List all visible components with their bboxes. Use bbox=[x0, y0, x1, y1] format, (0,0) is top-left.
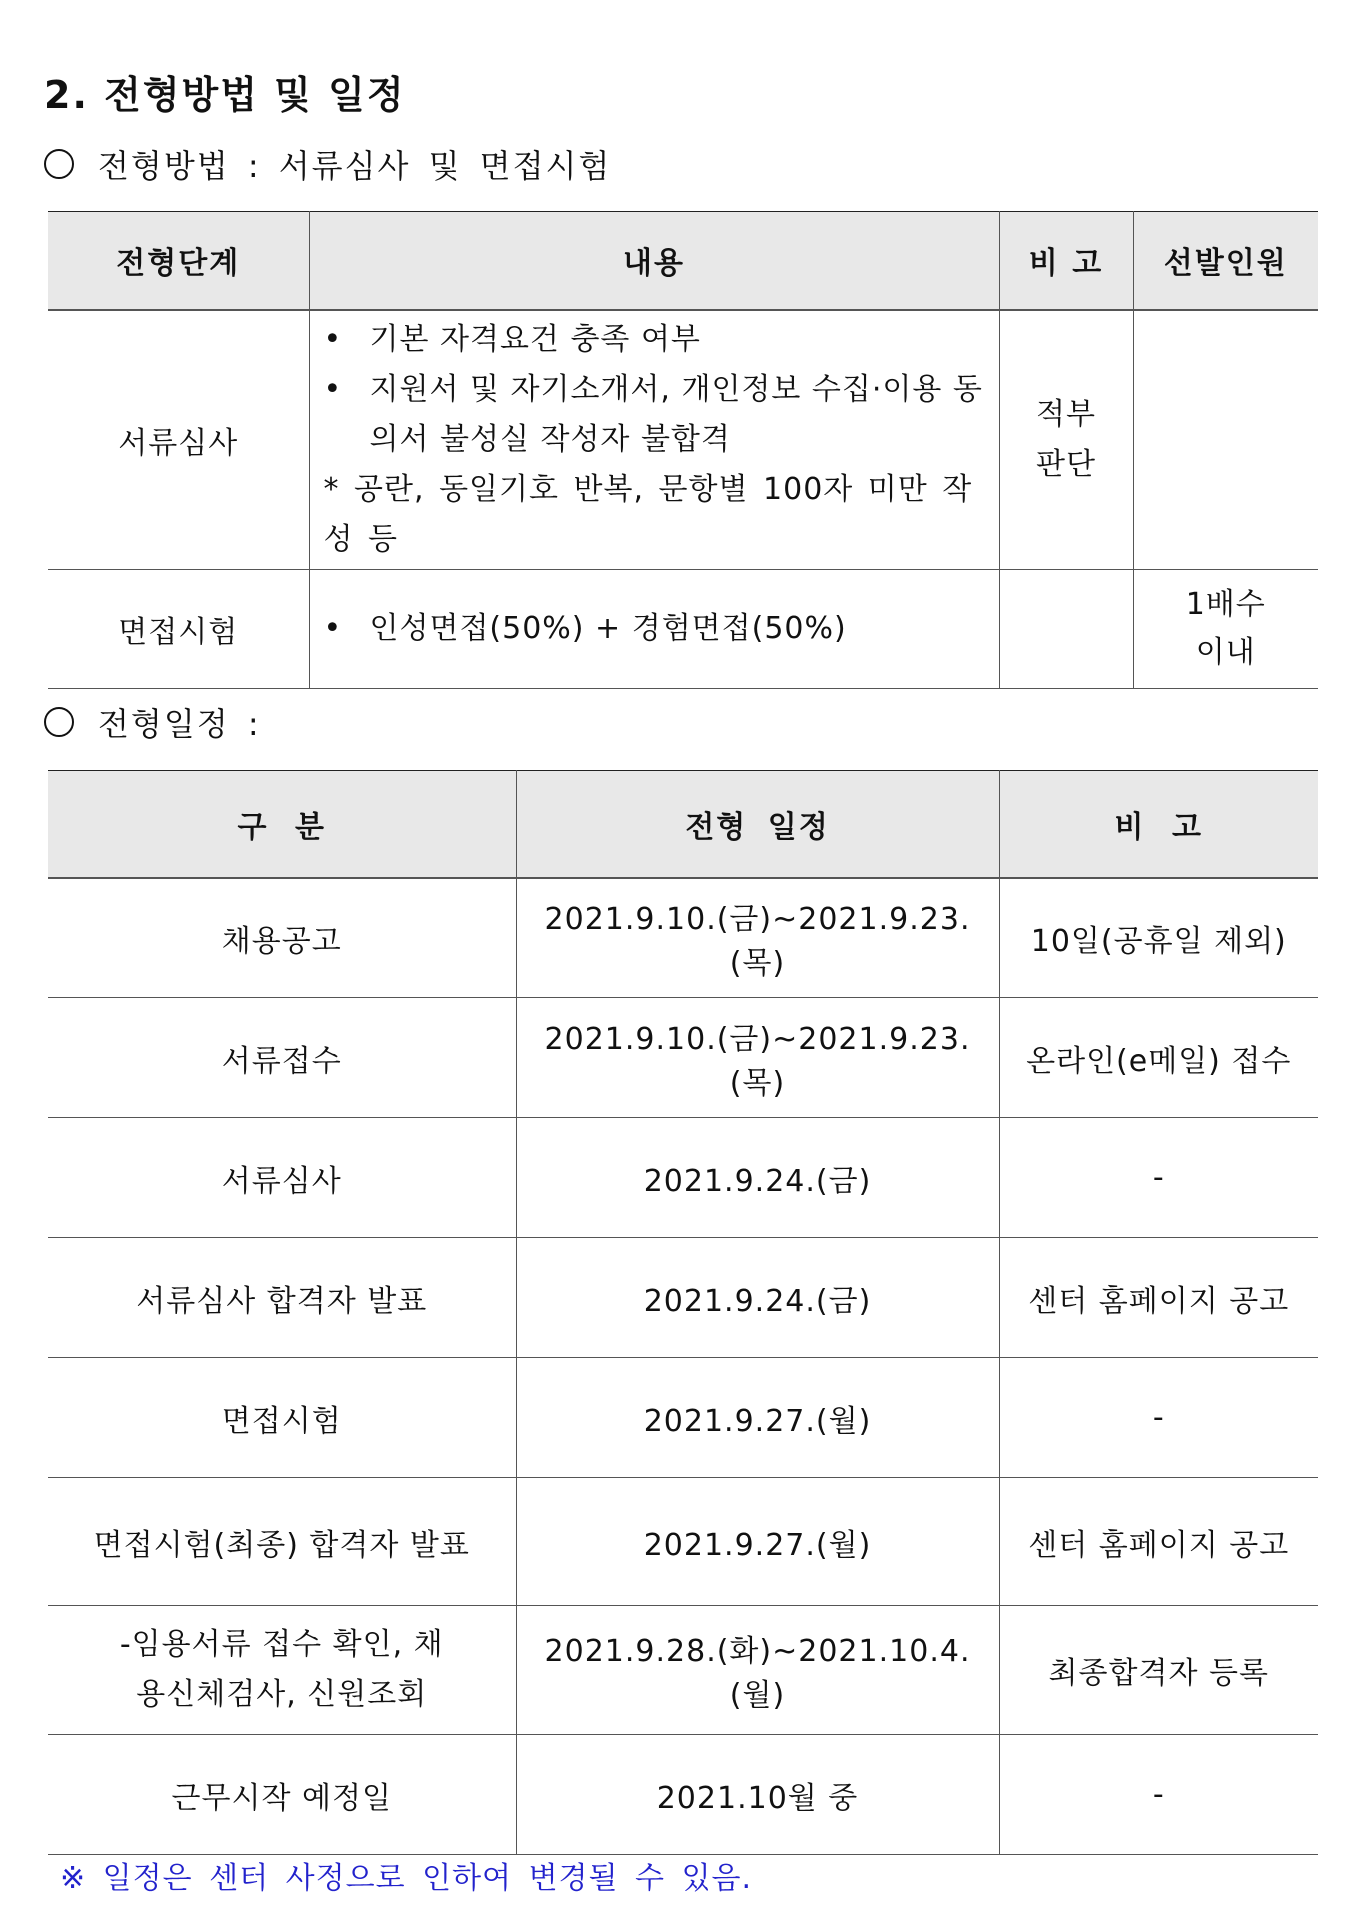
list-item bbox=[324, 315, 989, 365]
content-cell bbox=[309, 310, 999, 570]
remark-cell bbox=[999, 569, 1133, 688]
table-row bbox=[48, 1118, 1318, 1238]
header-category: 구 분 bbox=[48, 771, 516, 878]
bullet-dot-icon: • bbox=[323, 321, 343, 357]
table-row bbox=[48, 1358, 1318, 1478]
item-text: 인성면접(50%) + 경험면접(50%) bbox=[369, 610, 847, 646]
category-cell: -임용서류 접수 확인, 채용신체검사, 신원조회 bbox=[48, 1606, 516, 1735]
remark-cell: 센터 홈페이지 공고 bbox=[999, 1478, 1318, 1606]
method-table bbox=[48, 211, 1318, 689]
category-cell: 면접시험 bbox=[48, 1358, 516, 1478]
table-row bbox=[48, 878, 1318, 998]
method-heading bbox=[44, 142, 611, 186]
count-cell bbox=[1133, 310, 1318, 570]
category-cell: 채용공고 bbox=[48, 878, 516, 998]
schedule-heading bbox=[44, 700, 261, 744]
method-row-interview bbox=[48, 569, 1318, 688]
table-row bbox=[48, 1606, 1318, 1735]
header-stage: 전형단계 bbox=[48, 212, 309, 310]
category-cell: 서류심사 bbox=[48, 1118, 516, 1238]
method-heading-text: 전형방법 : 서류심사 및 면접시험 bbox=[98, 147, 612, 185]
bullet-dot-icon: • bbox=[323, 371, 343, 407]
schedule-header-row bbox=[48, 771, 1318, 878]
remark-cell: - bbox=[999, 1118, 1318, 1238]
date-cell: 2021.9.24.(금) bbox=[516, 1238, 999, 1358]
remark-cell: 센터 홈페이지 공고 bbox=[999, 1238, 1318, 1358]
circle-bullet-icon bbox=[44, 149, 74, 179]
schedule-table bbox=[48, 770, 1318, 1855]
method-row-document bbox=[48, 310, 1318, 570]
category-cell: 서류접수 bbox=[48, 998, 516, 1118]
header-date: 전형 일정 bbox=[516, 771, 999, 878]
header-remark: 비 고 bbox=[999, 212, 1133, 310]
date-cell: 2021.10월 중 bbox=[516, 1735, 999, 1855]
remark-cell: 적부 판단 bbox=[999, 310, 1133, 570]
date-cell: 2021.9.10.(금)~2021.9.23.(목) bbox=[516, 998, 999, 1118]
stage-cell: 면접시험 bbox=[48, 569, 309, 688]
count-cell: 1배수 이내 bbox=[1133, 569, 1318, 688]
remark-cell: - bbox=[999, 1358, 1318, 1478]
category-cell: 근무시작 예정일 bbox=[48, 1735, 516, 1855]
table-row bbox=[48, 1238, 1318, 1358]
note-text: * 공란, 동일기호 반복, 문항별 100자 미만 작성 등 bbox=[323, 471, 973, 557]
page-title: 2. 전형방법 및 일정 bbox=[44, 73, 406, 117]
date-cell: 2021.9.24.(금) bbox=[516, 1118, 999, 1238]
table-row bbox=[48, 998, 1318, 1118]
schedule-heading-text: 전형일정 : bbox=[98, 705, 261, 743]
header-remark: 비 고 bbox=[999, 771, 1318, 878]
table-row bbox=[48, 1478, 1318, 1606]
table-row bbox=[48, 1735, 1318, 1855]
date-cell: 2021.9.27.(월) bbox=[516, 1478, 999, 1606]
header-count: 선발인원 bbox=[1133, 212, 1318, 310]
schedule-footnote: ※ 일정은 센터 사정으로 인하여 변경될 수 있음. bbox=[60, 1861, 753, 1896]
date-cell: 2021.9.27.(월) bbox=[516, 1358, 999, 1478]
item-text: 기본 자격요건 충족 여부 bbox=[369, 321, 701, 357]
method-header-row bbox=[48, 212, 1318, 310]
list-item bbox=[324, 604, 989, 654]
remark-cell: 10일(공휴일 제외) bbox=[999, 878, 1318, 998]
remark-cell: 온라인(e메일) 접수 bbox=[999, 998, 1318, 1118]
stage-cell: 서류심사 bbox=[48, 310, 309, 570]
list-item bbox=[324, 365, 989, 465]
header-content: 내용 bbox=[309, 212, 999, 310]
date-cell: 2021.9.10.(금)~2021.9.23.(목) bbox=[516, 878, 999, 998]
remark-cell: - bbox=[999, 1735, 1318, 1855]
date-cell: 2021.9.28.(화)~2021.10.4.(월) bbox=[516, 1606, 999, 1735]
bullet-dot-icon: • bbox=[323, 610, 343, 646]
category-cell: 면접시험(최종) 합격자 발표 bbox=[48, 1478, 516, 1606]
item-text: 지원서 및 자기소개서, 개인정보 수집·이용 동의서 불성실 작성자 불합격 bbox=[369, 371, 983, 457]
content-cell bbox=[309, 569, 999, 688]
remark-cell: 최종합격자 등록 bbox=[999, 1606, 1318, 1735]
category-cell: 서류심사 합격자 발표 bbox=[48, 1238, 516, 1358]
circle-bullet-icon bbox=[44, 707, 74, 737]
